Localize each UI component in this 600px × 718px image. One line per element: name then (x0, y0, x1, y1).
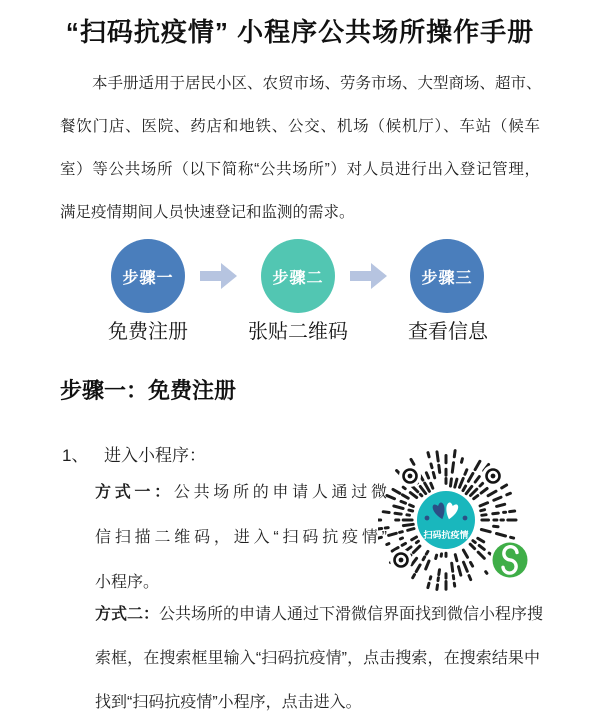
step-circle-2-label: 步骤二 (272, 269, 324, 287)
intro-paragraph (60, 62, 540, 234)
page-title: “扫码抗疫情” 小程序公共场所操作手册 (65, 17, 535, 47)
method-1-line (95, 470, 387, 515)
method-2-line: 找到“扫码抗疫情”小程序，点击进入。 (95, 694, 362, 711)
step-caption-1: 免费注册 (108, 321, 188, 343)
list-item-number: 1、 (62, 446, 89, 465)
intro-line: 室）等公共场所（以下简称“公共场所”）对人员进行出入登记管理， (60, 161, 540, 178)
qr-code-graphic (378, 446, 546, 598)
mini-program-qr-code (378, 446, 546, 598)
qr-eye-dot (491, 474, 496, 479)
list-item (62, 441, 206, 466)
step-circle-3 (410, 239, 484, 313)
step-caption-2: 张贴二维码 (248, 321, 348, 343)
arrow-right-icon (350, 263, 387, 289)
arrow-head (371, 263, 387, 289)
method-2-line: 索框，在搜索框里输入“扫码抗疫情”，点击搜索，在搜索结果中 (95, 650, 540, 667)
step-circle-1 (111, 239, 185, 313)
intro-line: 满足疫情期间人员快速登记和监测的需求。 (60, 204, 355, 221)
qr-eye-dot (408, 474, 413, 479)
arrow-right-icon (200, 263, 237, 289)
step-circle-2 (261, 239, 335, 313)
method-2-text: 公共场所的申请人通过下滑微信界面找到微信小程序搜 (159, 606, 544, 623)
method-1-label: 方式一： (95, 484, 174, 501)
intro-line: 餐饮门店、医院、药店和地铁、公交、机场（候机厅）、车站（候车 (60, 118, 540, 135)
qr-eye-dot (399, 558, 404, 563)
method-1-text: 公共场所的申请人通过微 (173, 484, 387, 501)
method-1-line: 小程序。 (95, 574, 160, 591)
step-circle-1-label: 步骤一 (122, 269, 174, 287)
step-caption-3: 查看信息 (408, 321, 488, 343)
arrow-shaft (350, 271, 371, 281)
method-1-paragraph (95, 470, 387, 605)
method-1-line: 信扫描二维码，进入“扫码抗疫情” (95, 529, 387, 546)
list-item-title: 进入小程序： (104, 446, 206, 465)
intro-line: 本手册适用于居民小区、农贸市场、劳务市场、大型商场、超市、 (92, 75, 542, 92)
section-heading: 步骤一：免费注册 (60, 378, 237, 403)
method-2-line (95, 593, 544, 637)
arrow-shaft (200, 271, 221, 281)
qr-center-label: 扫码抗疫情 (423, 530, 469, 540)
arrow-head (221, 263, 237, 289)
method-2-label: 方式二： (95, 606, 160, 623)
method-2-paragraph (95, 593, 544, 718)
step-circle-3-label: 步骤三 (421, 269, 473, 287)
